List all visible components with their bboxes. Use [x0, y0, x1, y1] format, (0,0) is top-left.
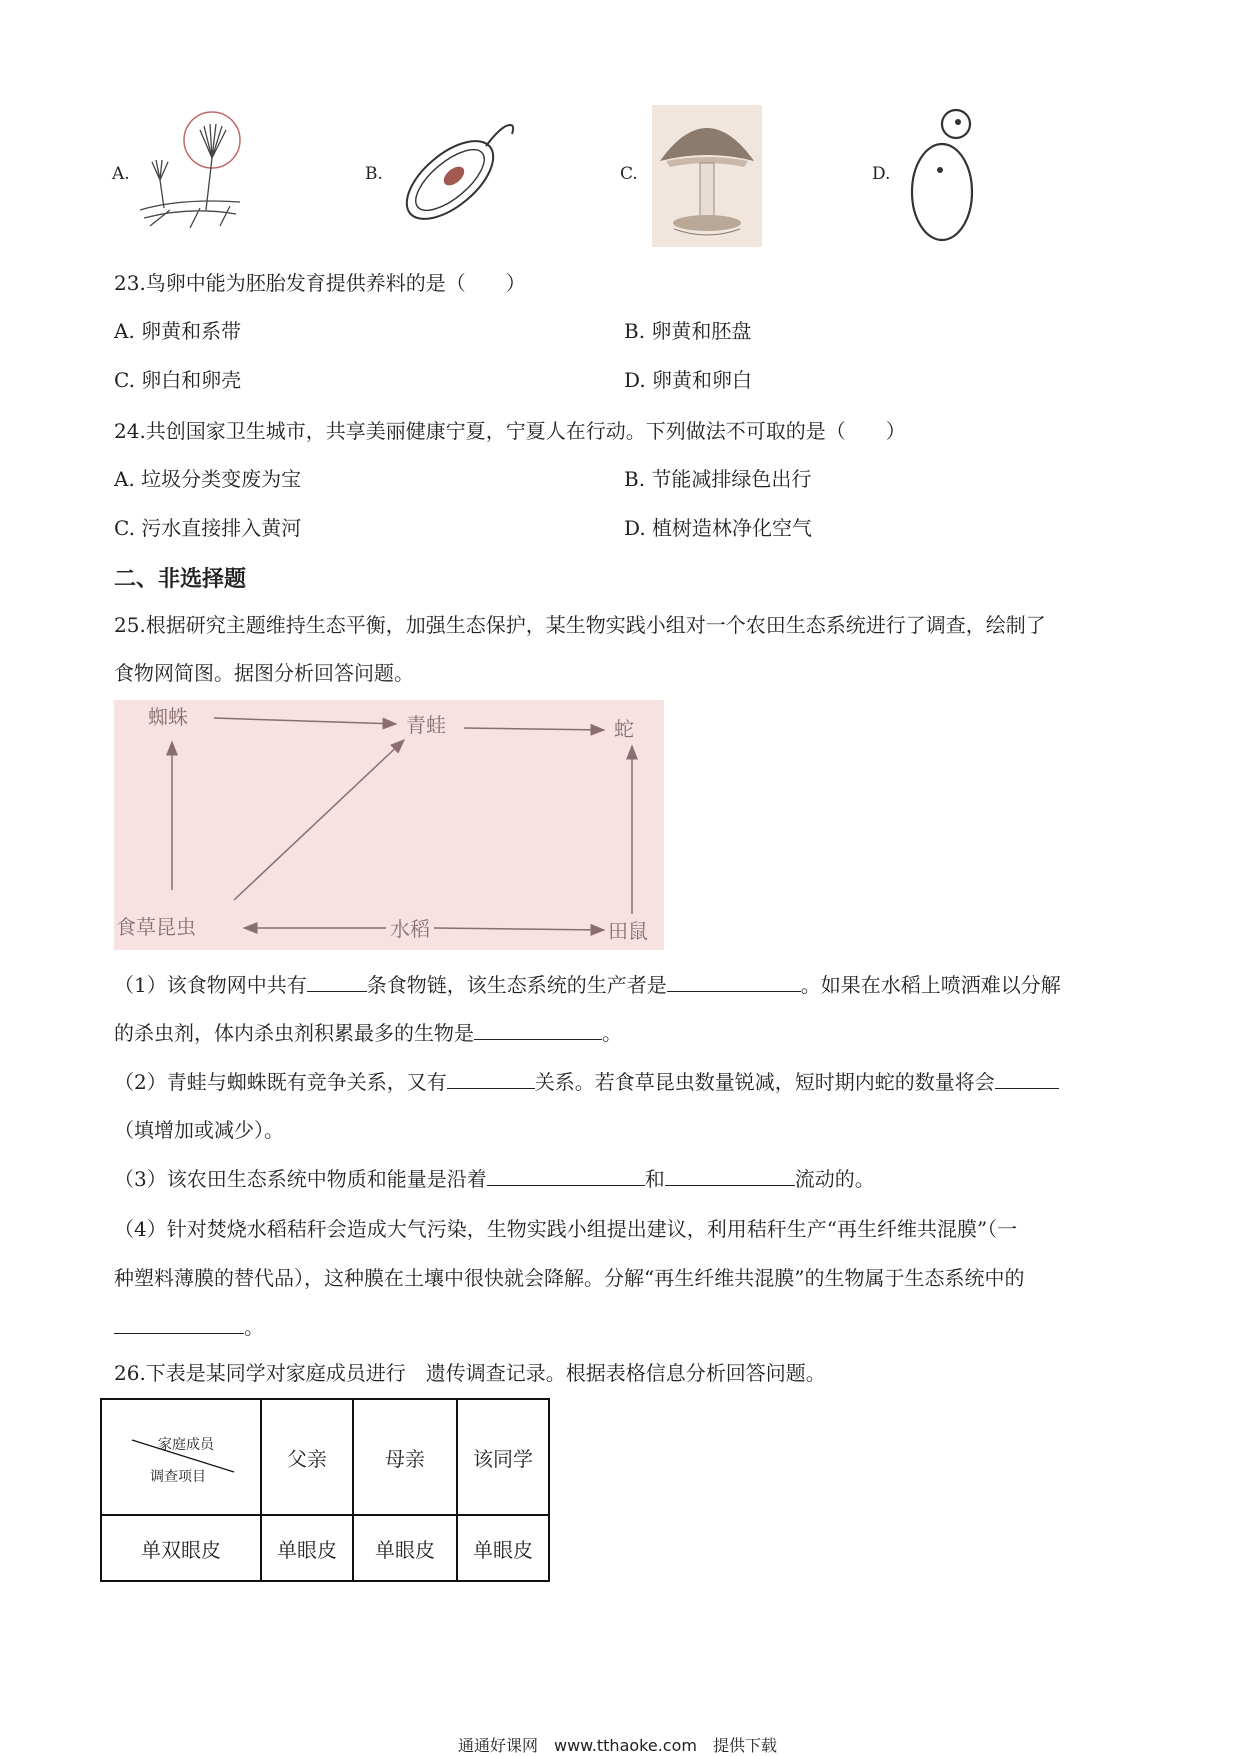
q25-part4-line1: （4）针对焚烧水稻秸秆会造成大气污染，生物实践小组提出建议，利用秸秆生产“再生纤维共混膜”（一 [114, 1217, 1018, 1241]
q25-stem-line2: 食物网简图。据图分析回答问题。 [114, 661, 414, 685]
blank-food-web[interactable] [665, 1167, 795, 1186]
blank-food-chain[interactable] [487, 1167, 645, 1186]
q25-part2-line1 [114, 1069, 1059, 1095]
header-mother: 母亲 [353, 1399, 457, 1515]
arrow-frog-snake [464, 728, 604, 730]
corner-top-label: 家庭成员 [158, 1437, 214, 1453]
node-frog: 青蛙 [406, 713, 446, 737]
q25-part4-line2: 种塑料薄膜的替代品），这种膜在土壤中很快就会降解。分解“再生纤维共混膜”的生物属于生态系统中的 [114, 1266, 1025, 1290]
q25-p3-c: 流动的。 [794, 1167, 875, 1191]
q24-option-a: A. 垃圾分类变废为宝 [114, 467, 302, 491]
cell-student: 单眼皮 [457, 1515, 549, 1581]
q25-part1-line1 [114, 972, 1061, 998]
q25-part2-line2: （填增加或减少）。 [114, 1118, 284, 1142]
survey-table [100, 1398, 550, 1582]
header-student: 该同学 [457, 1399, 549, 1515]
q23-stem: 23.鸟卵中能为胚胎发育提供养料的是（ ） [114, 271, 526, 295]
blank-chain-count[interactable] [307, 973, 367, 992]
q23-option-b: B. 卵黄和胚盘 [624, 319, 752, 343]
q24-option-c: C. 污水直接排入黄河 [114, 516, 302, 540]
table-header-row [101, 1399, 549, 1515]
section-heading: 二、非选择题 [114, 567, 247, 592]
node-spider: 蜘蛛 [148, 705, 188, 729]
node-insect: 食草昆虫 [116, 915, 196, 939]
node-mouse: 田鼠 [608, 919, 648, 943]
blank-most-pesticide[interactable] [474, 1021, 602, 1040]
arrow-rice-mouse [434, 928, 604, 930]
blank-snake-change[interactable] [995, 1070, 1059, 1089]
option-a-label: A. [112, 164, 130, 184]
blank-decomposer[interactable] [114, 1315, 244, 1334]
q25-p1-c: 。如果在水稻上喷洒难以分解 [800, 973, 1061, 997]
option-c-label: C. [620, 164, 638, 184]
q25-part3 [114, 1166, 875, 1192]
food-web-arrows [114, 700, 664, 950]
q26-stem: 26.下表是某同学对家庭成员进行 遗传调查记录。根据表格信息分析回答问题。 [114, 1361, 826, 1385]
option-d-label: D. [872, 164, 891, 184]
q25-p2-b: 关系。若食草昆虫数量锐减，短时期内蛇的数量将会 [534, 1070, 995, 1094]
mold-image [130, 110, 270, 240]
q25-p1-b: 条食物链，该生态系统的生产者是 [366, 973, 667, 997]
q24-stem: 24.共创国家卫生城市，共享美丽健康宁夏，宁夏人在行动。下列做法不可取的是（ ） [114, 419, 906, 443]
corner-diagonal [102, 1400, 260, 1516]
node-rice: 水稻 [390, 917, 430, 941]
cell-father: 单眼皮 [261, 1515, 353, 1581]
q25-p1-e: 。 [602, 1021, 622, 1045]
table-row [101, 1515, 549, 1581]
q25-p3-b: 和 [644, 1167, 665, 1191]
option-b-label: B. [365, 164, 383, 184]
q25-p1-a: （1）该食物网中共有 [114, 973, 307, 997]
table-corner-cell [101, 1399, 261, 1515]
q25-p4-c: 。 [244, 1315, 264, 1339]
row-label: 单双眼皮 [101, 1515, 261, 1581]
cell-mother: 单眼皮 [353, 1515, 457, 1581]
blank-producer[interactable] [667, 973, 801, 992]
q25-part1-line2 [114, 1020, 622, 1046]
arrow-spider-frog [214, 718, 396, 724]
q24-option-b: B. 节能减排绿色出行 [624, 467, 812, 491]
q23-option-c: C. 卵白和卵壳 [114, 368, 242, 392]
q25-p3-a: （3）该农田生态系统中物质和能量是沿着 [114, 1167, 487, 1191]
header-father: 父亲 [261, 1399, 353, 1515]
q25-stem-line1: 25.根据研究主题维持生态平衡，加强生态保护，某生物实践小组对一个农田生态系统进行了调查，绘制了 [114, 613, 1046, 637]
q23-option-a: A. 卵黄和系带 [114, 319, 242, 343]
q25-p1-d: 的杀虫剂，体内杀虫剂积累最多的生物是 [114, 1021, 474, 1045]
q25-part4-line3 [114, 1314, 264, 1340]
q23-option-d: D. 卵黄和卵白 [624, 368, 753, 392]
yeast-image [902, 104, 1002, 246]
page-footer: 通通好课网 www.tthaoke.com 提供下载 [458, 1736, 777, 1755]
mushroom-image [652, 105, 762, 247]
corner-bottom-label: 调查项目 [150, 1469, 206, 1485]
blank-relationship[interactable] [447, 1070, 535, 1089]
q25-p2-a: （2）青蛙与蜘蛛既有竞争关系，又有 [114, 1070, 447, 1094]
node-snake: 蛇 [614, 717, 634, 741]
q24-option-d: D. 植树造林净化空气 [624, 516, 813, 540]
arrow-insect-frog [234, 740, 404, 900]
bacterium-image [388, 110, 528, 240]
food-web-diagram [114, 700, 664, 950]
